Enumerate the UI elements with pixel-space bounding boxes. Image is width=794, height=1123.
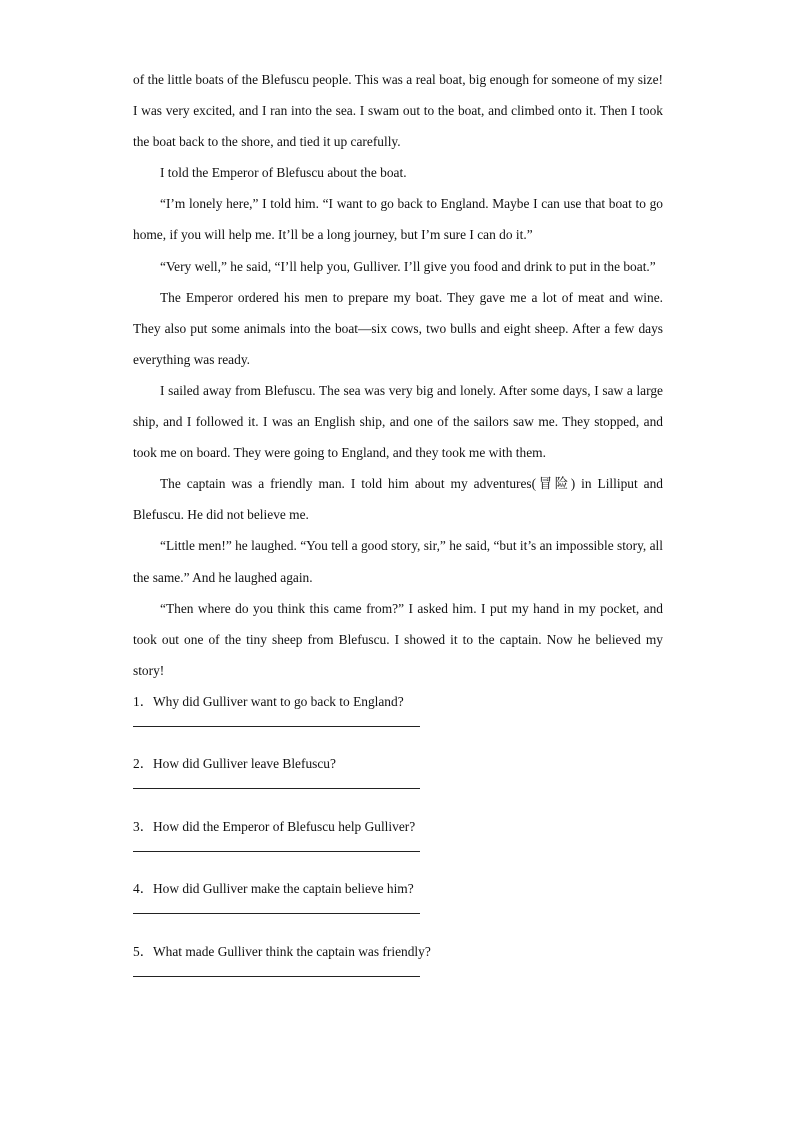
question-item [133, 748, 663, 811]
question-number: 5． [133, 943, 154, 959]
story-paragraph: of the little boats of the Blefuscu people. This was a real boat, big enough for someone of my size! I was very excited, and I ran into the sea. I swam out to the boat, and climbed onto it. Then I took the boat back to the shore, and tied it up carefully. [133, 72, 663, 150]
story-paragraph: “Little men!” he laughed. “You tell a good story, sir,” he said, “but it’s an impossible story, all the same.” And he laughed again. [133, 538, 663, 585]
answer-line[interactable] [133, 976, 420, 977]
answer-line[interactable] [133, 913, 420, 914]
question-text: What made Gulliver think the captain was friendly? [153, 943, 431, 959]
question-item [133, 686, 663, 749]
question-text: How did Gulliver leave Blefuscu? [153, 756, 336, 772]
story-paragraph: “Very well,” he said, “I’ll help you, Gulliver. I’ll give you food and drink to put in the boat.” [160, 258, 656, 274]
answer-line[interactable] [133, 726, 420, 727]
question-text: How did Gulliver make the captain believe him? [153, 881, 414, 897]
question-text: Why did Gulliver want to go back to England? [153, 693, 404, 709]
question-item [133, 811, 663, 874]
story-paragraph: The Emperor ordered his men to prepare my boat. They gave me a lot of meat and wine. They also put some animals into the boat—six cows, two bulls and eight sheep. After a few days everything was ready. [133, 289, 663, 367]
question-list [133, 686, 663, 999]
question-number: 3． [133, 818, 154, 834]
story-text [133, 64, 663, 686]
answer-line[interactable] [133, 788, 420, 789]
story-paragraph: “Then where do you think this came from?” I asked him. I put my hand in my pocket, and took out one of the tiny sheep from Blefuscu. I showed it to the captain. Now he believed my story! [133, 600, 663, 678]
story-paragraph: I sailed away from Blefuscu. The sea was very big and lonely. After some days, I saw a large ship, and I followed it. I was an English ship, and one of the sailors saw me. They stopped, and took me on board. They were going to England, and they took me with them. [133, 382, 663, 461]
story-paragraph: I told the Emperor of Blefuscu about the boat. [160, 165, 407, 181]
story-paragraph: The captain was a friendly man. I told him about my adventures(冒险) in Lilliput and Blefuscu. He did not believe me. [133, 476, 663, 523]
question-number: 1． [133, 693, 154, 709]
question-text: How did the Emperor of Blefuscu help Gulliver? [153, 818, 416, 834]
question-number: 4． [133, 881, 154, 897]
question-item [133, 936, 663, 999]
answer-line[interactable] [133, 851, 420, 852]
worksheet-page [133, 64, 663, 998]
question-item [133, 873, 663, 936]
story-paragraph: “I’m lonely here,” I told him. “I want to go back to England. Maybe I can use that boat to go home, if you will help me. It’ll be a long journey, but I’m sure I can do it.” [133, 196, 663, 243]
question-number: 2． [133, 756, 154, 772]
